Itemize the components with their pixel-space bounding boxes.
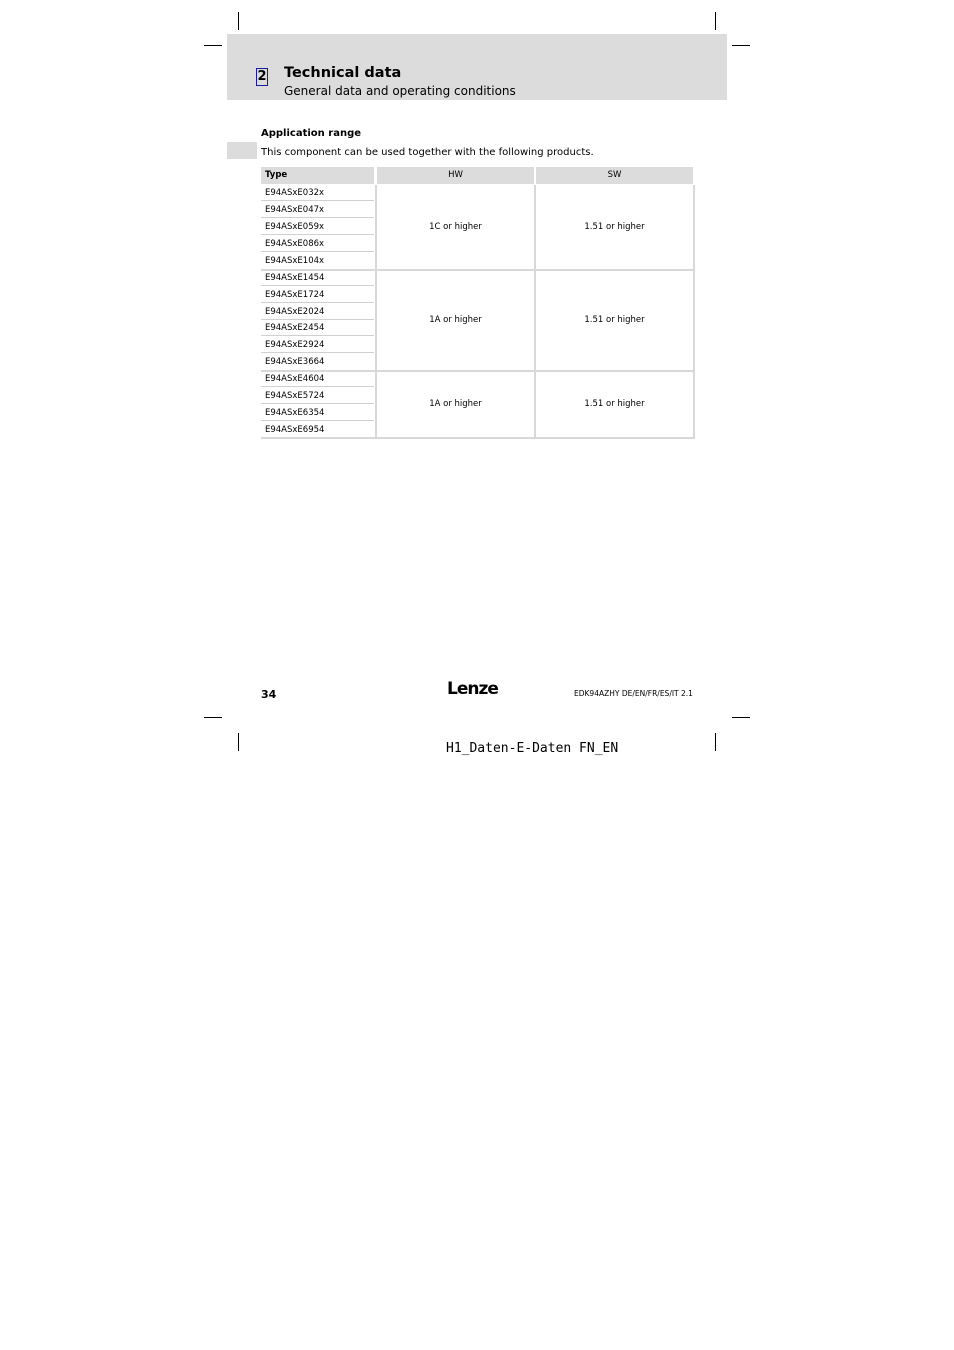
sw-cell-group-3: 1.51 or higher xyxy=(584,399,645,409)
table-bottom-rule xyxy=(261,437,695,439)
crop-mark-bottom-left-horizontal xyxy=(204,717,222,718)
table-row-type: E94ASxE4604 xyxy=(261,371,374,387)
table-row-type: E94ASxE3664 xyxy=(265,357,325,367)
crop-mark-bottom-right-vertical xyxy=(715,733,716,751)
table-divider xyxy=(534,185,536,438)
group-separator xyxy=(261,269,695,271)
crop-mark-top-right-vertical xyxy=(715,12,716,30)
chapter-title: Technical data xyxy=(284,65,402,81)
table-row-type: E94ASxE104x xyxy=(265,256,325,266)
sw-cell-group-1: 1.51 or higher xyxy=(584,222,645,232)
chapter-subtitle: General data and operating conditions xyxy=(284,84,516,98)
hw-cell-group-1: 1C or higher xyxy=(429,222,482,232)
table-row-type: E94ASxE2454 xyxy=(261,320,374,336)
table-row-type: E94ASxE2024 xyxy=(261,304,374,320)
document-reference: EDK94AZHY DE/EN/FR/ES/IT 2.1 xyxy=(574,689,693,698)
table-row-type: E94ASxE047x xyxy=(261,202,374,218)
hw-cell-group-3: 1A or higher xyxy=(429,399,482,409)
margin-marker xyxy=(227,142,257,159)
column-header-type: Type xyxy=(261,167,374,184)
crop-mark-bottom-left-vertical xyxy=(238,733,239,751)
file-label: H1_Daten-E-Daten FN_EN xyxy=(446,741,619,756)
table-row-type: E94ASxE1454 xyxy=(261,270,374,286)
crop-mark-bottom-right-horizontal xyxy=(732,717,750,718)
crop-mark-top-left-vertical xyxy=(238,12,239,30)
table-row-type: E94ASxE032x xyxy=(261,185,374,201)
table-row-type: E94ASxE059x xyxy=(261,219,374,235)
table-row-type: E94ASxE2924 xyxy=(261,337,374,353)
page-number: 34 xyxy=(261,688,277,701)
table-row-type: E94ASxE5724 xyxy=(261,388,374,404)
crop-mark-top-left-horizontal xyxy=(204,45,222,46)
table-row-type: E94ASxE086x xyxy=(261,236,374,252)
column-header-sw: SW xyxy=(536,167,693,184)
table-row-type: E94ASxE6954 xyxy=(265,425,325,435)
chapter-number[interactable]: 2 xyxy=(257,69,267,84)
table-row-type: E94ASxE1724 xyxy=(261,287,374,303)
intro-paragraph: This component can be used together with the following products. xyxy=(261,147,594,158)
crop-mark-top-right-horizontal xyxy=(732,45,750,46)
section-heading: Application range xyxy=(261,128,362,139)
table-divider xyxy=(375,185,377,438)
group-separator xyxy=(261,370,695,372)
hw-cell-group-2: 1A or higher xyxy=(429,315,482,325)
sw-cell-group-2: 1.51 or higher xyxy=(584,315,645,325)
column-header-hw: HW xyxy=(377,167,534,184)
lenze-logo: Lenze xyxy=(447,679,498,699)
table-divider xyxy=(693,185,695,438)
table-row-type: E94ASxE6354 xyxy=(261,405,374,421)
